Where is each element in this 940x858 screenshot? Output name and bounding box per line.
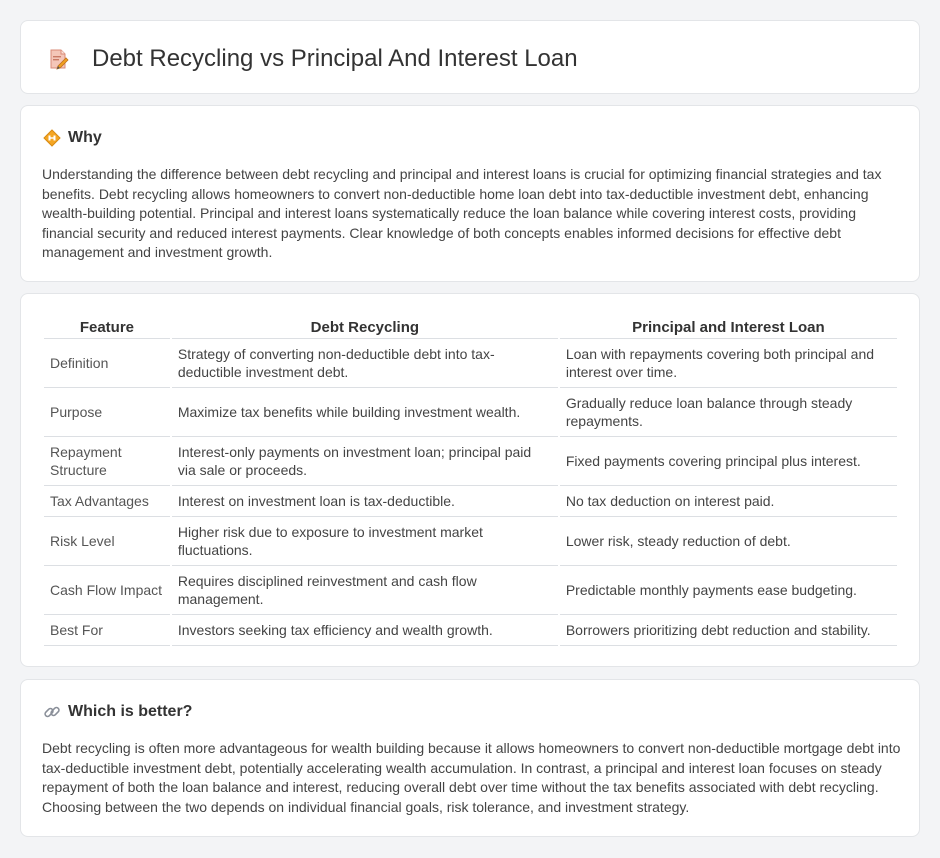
diamond-sign-icon [43, 129, 61, 147]
header-card [20, 20, 920, 94]
table-row [44, 517, 897, 566]
which-is-better-label: Which is better? [68, 703, 193, 720]
debt-recycling-cell: Requires disciplined reinvestment and cash flow management. [172, 566, 558, 615]
principal-interest-cell: Fixed payments covering principal plus interest. [560, 437, 897, 486]
comparison-table [42, 315, 899, 646]
column-header: Feature [44, 315, 170, 339]
why-paragraph: Understanding the difference between debt recycling and principal and interest loans is crucial for optimizing financial strategies and tax benefits. Debt recycling allows homeowners to convert non-deductible home loan debt into tax-deductible investment debt, enhancing wealth-building potential. Principal and interest loans systematically reduce the loan balance while covering interest costs, providing financial security and reduced interest payments. Clear knowledge of both concepts enables informed decisions for effective debt management and investment growth. [42, 166, 882, 261]
table-row [44, 566, 897, 615]
feature-cell: Definition [44, 339, 170, 388]
which-is-better-paragraph: Debt recycling is often more advantageous for wealth building because it allows homeowners to convert non-deductible mortgage debt into tax-deductible investment debt, potentially accelerating wealth accumulation. In contrast, a principal and interest loan focuses on steady repayment of both the loan balance and interest, reducing overall debt over time without the tax benefits associated with debt recycling. Choosing between the two depends on individual financial goals, risk tolerance, and investment strategy. [42, 740, 901, 815]
table-row [44, 486, 897, 517]
feature-cell: Purpose [44, 388, 170, 437]
column-header: Principal and Interest Loan [560, 315, 897, 339]
principal-interest-cell: Predictable monthly payments ease budgeting. [560, 566, 897, 615]
feature-cell: Cash Flow Impact [44, 566, 170, 615]
table-row [44, 339, 897, 388]
which-is-better-heading [43, 701, 192, 723]
feature-cell: Tax Advantages [44, 486, 170, 517]
feature-cell: Repayment Structure [44, 437, 170, 486]
table-header-row [44, 315, 897, 339]
principal-interest-cell: Borrowers prioritizing debt reduction and stability. [560, 615, 897, 646]
why-section [20, 105, 920, 282]
table-row [44, 437, 897, 486]
debt-recycling-cell: Strategy of converting non-deductible debt into tax-deductible investment debt. [172, 339, 558, 388]
table-row [44, 615, 897, 646]
debt-recycling-cell: Maximize tax benefits while building investment wealth. [172, 388, 558, 437]
comparison-table-card [20, 293, 920, 667]
debt-recycling-cell: Interest on investment loan is tax-deductible. [172, 486, 558, 517]
feature-cell: Risk Level [44, 517, 170, 566]
principal-interest-cell: Gradually reduce loan balance through steady repayments. [560, 388, 897, 437]
link-icon [43, 703, 61, 721]
debt-recycling-cell: Investors seeking tax efficiency and wealth growth. [172, 615, 558, 646]
debt-recycling-cell: Interest-only payments on investment loan; principal paid via sale or proceeds. [172, 437, 558, 486]
page-title: Debt Recycling vs Principal And Interest Loan [92, 45, 578, 72]
principal-interest-cell: Lower risk, steady reduction of debt. [560, 517, 897, 566]
column-header: Debt Recycling [172, 315, 558, 339]
which-is-better-section [20, 679, 920, 837]
principal-interest-cell: No tax deduction on interest paid. [560, 486, 897, 517]
table-row [44, 388, 897, 437]
debt-recycling-cell: Higher risk due to exposure to investment market fluctuations. [172, 517, 558, 566]
feature-cell: Best For [44, 615, 170, 646]
principal-interest-cell: Loan with repayments covering both principal and interest over time. [560, 339, 897, 388]
pencil-document-icon [47, 47, 71, 71]
why-heading-label: Why [68, 129, 102, 146]
why-heading [43, 127, 102, 149]
